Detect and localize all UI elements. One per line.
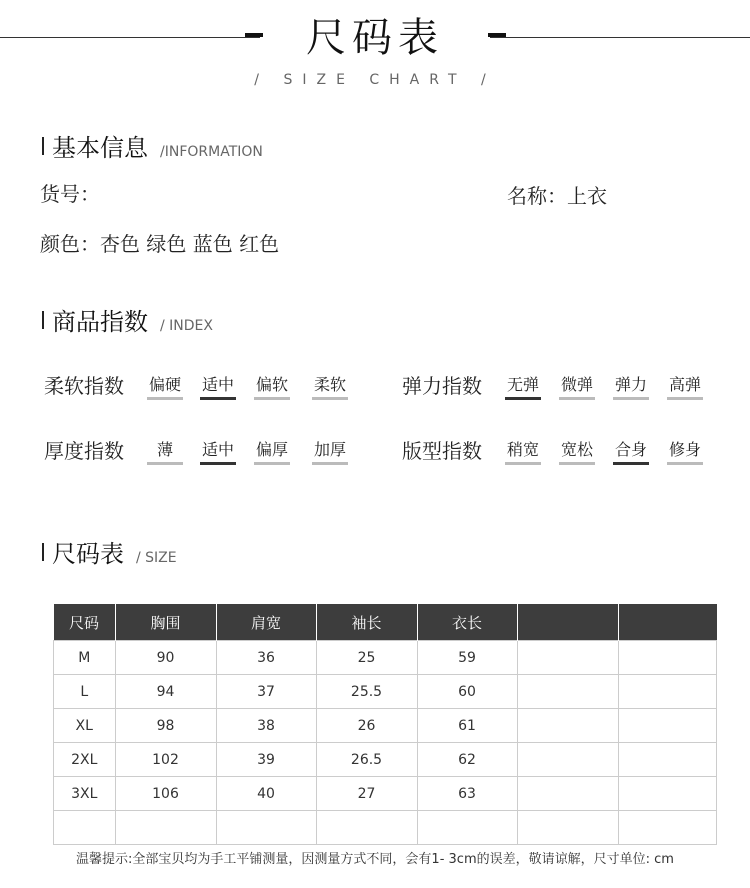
table-cell: 90 [115,641,216,675]
table-cell [618,777,717,811]
section-title: 尺码表 [52,540,124,568]
section-title-en: /INFORMATION [160,144,263,160]
index-option [254,372,290,400]
table-cell: 27 [316,777,417,811]
table-cell [517,743,618,777]
section-title-en: / SIZE [136,550,177,566]
product-name: 名称：上衣 [507,184,607,208]
index-label: 柔软指数 [44,374,124,398]
table-cell: 62 [417,743,517,777]
index-option-underline [613,397,649,400]
table-cell [216,811,316,845]
table-cell [417,811,517,845]
table-cell [517,641,618,675]
index-option-label: 偏硬 [148,375,181,394]
table-header-cell: 尺码 [54,604,116,641]
table-row [54,811,717,845]
page-title: 尺码表 [306,15,444,61]
index-option-label: 高弹 [668,375,701,394]
table-cell: 102 [115,743,216,777]
table-header-cell: 袖长 [316,604,417,641]
index-option [254,437,290,465]
color-list: 颜色：杏色 绿色 蓝色 红色 [40,232,280,256]
section-index [42,302,213,337]
table-cell [618,811,717,845]
size-table [53,604,717,845]
item-number-label: 货号： [40,182,100,206]
table-cell: 98 [115,709,216,743]
table-row [54,777,717,811]
table-cell [517,777,618,811]
index-option-underline [505,462,541,465]
table-header-cell: 胸围 [115,604,216,641]
table-header-row [54,604,717,641]
index-option-label: 稍宽 [506,440,539,459]
table-cell: 39 [216,743,316,777]
index-option-underline [613,462,649,465]
header-right-line [490,37,750,38]
section-marker [42,137,44,155]
table-cell [618,641,717,675]
table-cell [618,675,717,709]
index-option-label: 适中 [201,440,234,459]
table-row [54,743,717,777]
index-label: 厚度指数 [44,439,124,463]
table-cell: M [54,641,116,675]
page-subtitle: / SIZE CHART / [254,72,496,88]
table-cell: 26.5 [316,743,417,777]
index-option-label: 合身 [614,440,647,459]
section-title: 基本信息 [52,134,148,162]
table-cell [54,811,116,845]
index-option-underline [147,462,183,465]
index-option-underline [505,397,541,400]
index-option-label: 微弹 [560,375,593,394]
index-option-label: 修身 [668,440,701,459]
index-option [505,372,541,400]
index-option-underline [312,397,348,400]
index-label: 弹力指数 [402,374,482,398]
table-cell: 94 [115,675,216,709]
table-cell: 60 [417,675,517,709]
index-option [147,372,183,400]
table-cell [618,709,717,743]
table-cell: L [54,675,116,709]
index-option-label: 偏软 [255,375,288,394]
index-option-label: 偏厚 [255,440,288,459]
table-cell [517,811,618,845]
section-marker [42,543,44,561]
table-cell [316,811,417,845]
table-cell: 36 [216,641,316,675]
table-cell: 106 [115,777,216,811]
index-option-label: 适中 [201,375,234,394]
index-option [613,437,649,465]
table-cell: 63 [417,777,517,811]
table-cell [517,709,618,743]
index-option-underline [254,462,290,465]
index-option [505,437,541,465]
table-cell: 40 [216,777,316,811]
index-option [559,437,595,465]
index-option-label: 薄 [156,440,173,459]
table-cell: 2XL [54,743,116,777]
table-header-cell: 肩宽 [216,604,316,641]
table-cell: 61 [417,709,517,743]
index-option-label: 无弹 [506,375,539,394]
table-cell: 38 [216,709,316,743]
index-option-underline [559,462,595,465]
index-option-underline [200,462,236,465]
table-cell: XL [54,709,116,743]
index-option [147,437,183,465]
table-cell: 59 [417,641,517,675]
table-header-cell: 衣长 [417,604,517,641]
section-title: 商品指数 [52,308,148,336]
index-option-label: 宽松 [560,440,593,459]
table-cell: 3XL [54,777,116,811]
table-row [54,641,717,675]
table-cell [115,811,216,845]
index-option-underline [667,462,703,465]
index-option-underline [667,397,703,400]
table-header-cell [517,604,618,641]
index-option-underline [559,397,595,400]
table-cell: 25.5 [316,675,417,709]
table-row [54,675,717,709]
index-option-underline [254,397,290,400]
measurement-note: 温馨提示:全部宝贝均为手工平铺测量，因测量方式不同，会有1- 3cm的误差，敬请谅解，尺寸单位: cm [76,852,674,867]
table-cell: 26 [316,709,417,743]
section-size [42,534,177,569]
index-option-label: 加厚 [313,440,346,459]
table-cell: 25 [316,641,417,675]
index-option-label: 弹力 [614,375,647,394]
index-option [667,372,703,400]
index-option [312,437,348,465]
index-option-label: 柔软 [313,375,346,394]
index-option-underline [312,462,348,465]
index-option [559,372,595,400]
index-option [613,372,649,400]
table-cell: 37 [216,675,316,709]
table-row [54,709,717,743]
section-title-en: / INDEX [160,318,213,334]
index-option [312,372,348,400]
index-option [200,372,236,400]
index-option [667,437,703,465]
index-option [200,437,236,465]
table-cell [618,743,717,777]
table-cell [517,675,618,709]
index-option-underline [200,397,236,400]
section-basic-info [42,128,263,163]
table-header-cell [618,604,717,641]
index-option-underline [147,397,183,400]
index-label: 版型指数 [402,439,482,463]
section-marker [42,311,44,329]
